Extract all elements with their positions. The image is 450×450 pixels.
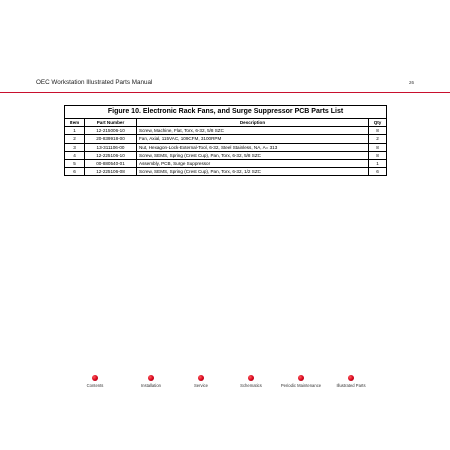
red-dot-icon [348, 375, 354, 381]
red-dot-icon [298, 375, 304, 381]
cell-item: 1 [65, 127, 85, 135]
cell-description: Screw, SEMS, Spring (Crest Cup), Pan, Torx, 6-32, 5/8 SZC [137, 151, 369, 159]
cell-item: 6 [65, 168, 85, 176]
nav-periodic-maintenance-link[interactable] [276, 375, 326, 388]
red-dot-icon [92, 375, 98, 381]
page-number: 26 [408, 80, 414, 85]
footer-navigation [70, 375, 390, 397]
nav-contents-link[interactable] [70, 375, 120, 388]
table-row [65, 135, 387, 143]
nav-schematics-link[interactable] [226, 375, 276, 388]
nav-illustrated-parts-link[interactable] [326, 375, 376, 388]
cell-qty: 2 [369, 135, 387, 143]
cell-description: Nut, Hexagon-Lock-External-Tool, 6-32, Steel Stainless, NA, A= 313 [137, 143, 369, 151]
table-row [65, 151, 387, 159]
nav-label: Periodic Maintenance [280, 383, 322, 388]
cell-qty: 8 [369, 151, 387, 159]
header-divider [0, 92, 450, 93]
cell-part-number: 12-225106-08 [85, 168, 137, 176]
column-header-part-number: Part Number [85, 119, 137, 127]
cell-part-number: 20-839918-00 [85, 135, 137, 143]
cell-qty: 8 [369, 143, 387, 151]
nav-label: Installation [140, 383, 162, 388]
cell-description: Screw, Machine, Flat, Torx, 6-32, 5/8 SZC [137, 127, 369, 135]
cell-item: 2 [65, 135, 85, 143]
red-dot-icon [248, 375, 254, 381]
table-row [65, 143, 387, 151]
cell-item: 5 [65, 159, 85, 167]
cell-description: Fan, Axial, 115VAC, 109CFM, 3100RPM [137, 135, 369, 143]
nav-label: Illustrated Parts [336, 383, 366, 388]
cell-part-number: 12-225106-10 [85, 151, 137, 159]
cell-qty: 8 [369, 127, 387, 135]
cell-part-number: 13-311106-00 [85, 143, 137, 151]
column-header-item: Item [65, 119, 85, 127]
nav-installation-link[interactable] [126, 375, 176, 388]
cell-item: 4 [65, 151, 85, 159]
table-caption-row [65, 106, 387, 119]
parts-list-table [64, 105, 387, 176]
red-dot-icon [148, 375, 154, 381]
red-dot-icon [198, 375, 204, 381]
table-row [65, 127, 387, 135]
nav-label: Schematics [240, 383, 262, 388]
table-caption: Figure 10. Electronic Rack Fans, and Surge Suppressor PCB Parts List [65, 106, 387, 119]
column-header-qty: Qty [369, 119, 387, 127]
page-header [36, 79, 414, 91]
nav-label: Service [194, 383, 208, 388]
nav-service-link[interactable] [176, 375, 226, 388]
table-row [65, 159, 387, 167]
cell-description: Assembly, PCB, Surge Suppressor [137, 159, 369, 167]
cell-qty: 1 [369, 159, 387, 167]
cell-part-number: 12-215006-10 [85, 127, 137, 135]
cell-description: Screw, SEMS, Spring (Crest Cup), Pan, Torx, 6-32, 1/2 SZC [137, 168, 369, 176]
cell-qty: 6 [369, 168, 387, 176]
cell-item: 3 [65, 143, 85, 151]
manual-title: OEC Workstation Illustrated Parts Manual [36, 79, 153, 86]
nav-label: Contents [86, 383, 104, 388]
table-row [65, 168, 387, 176]
table-header-row [65, 119, 387, 127]
cell-part-number: 00-880540-01 [85, 159, 137, 167]
column-header-description: Description [137, 119, 369, 127]
